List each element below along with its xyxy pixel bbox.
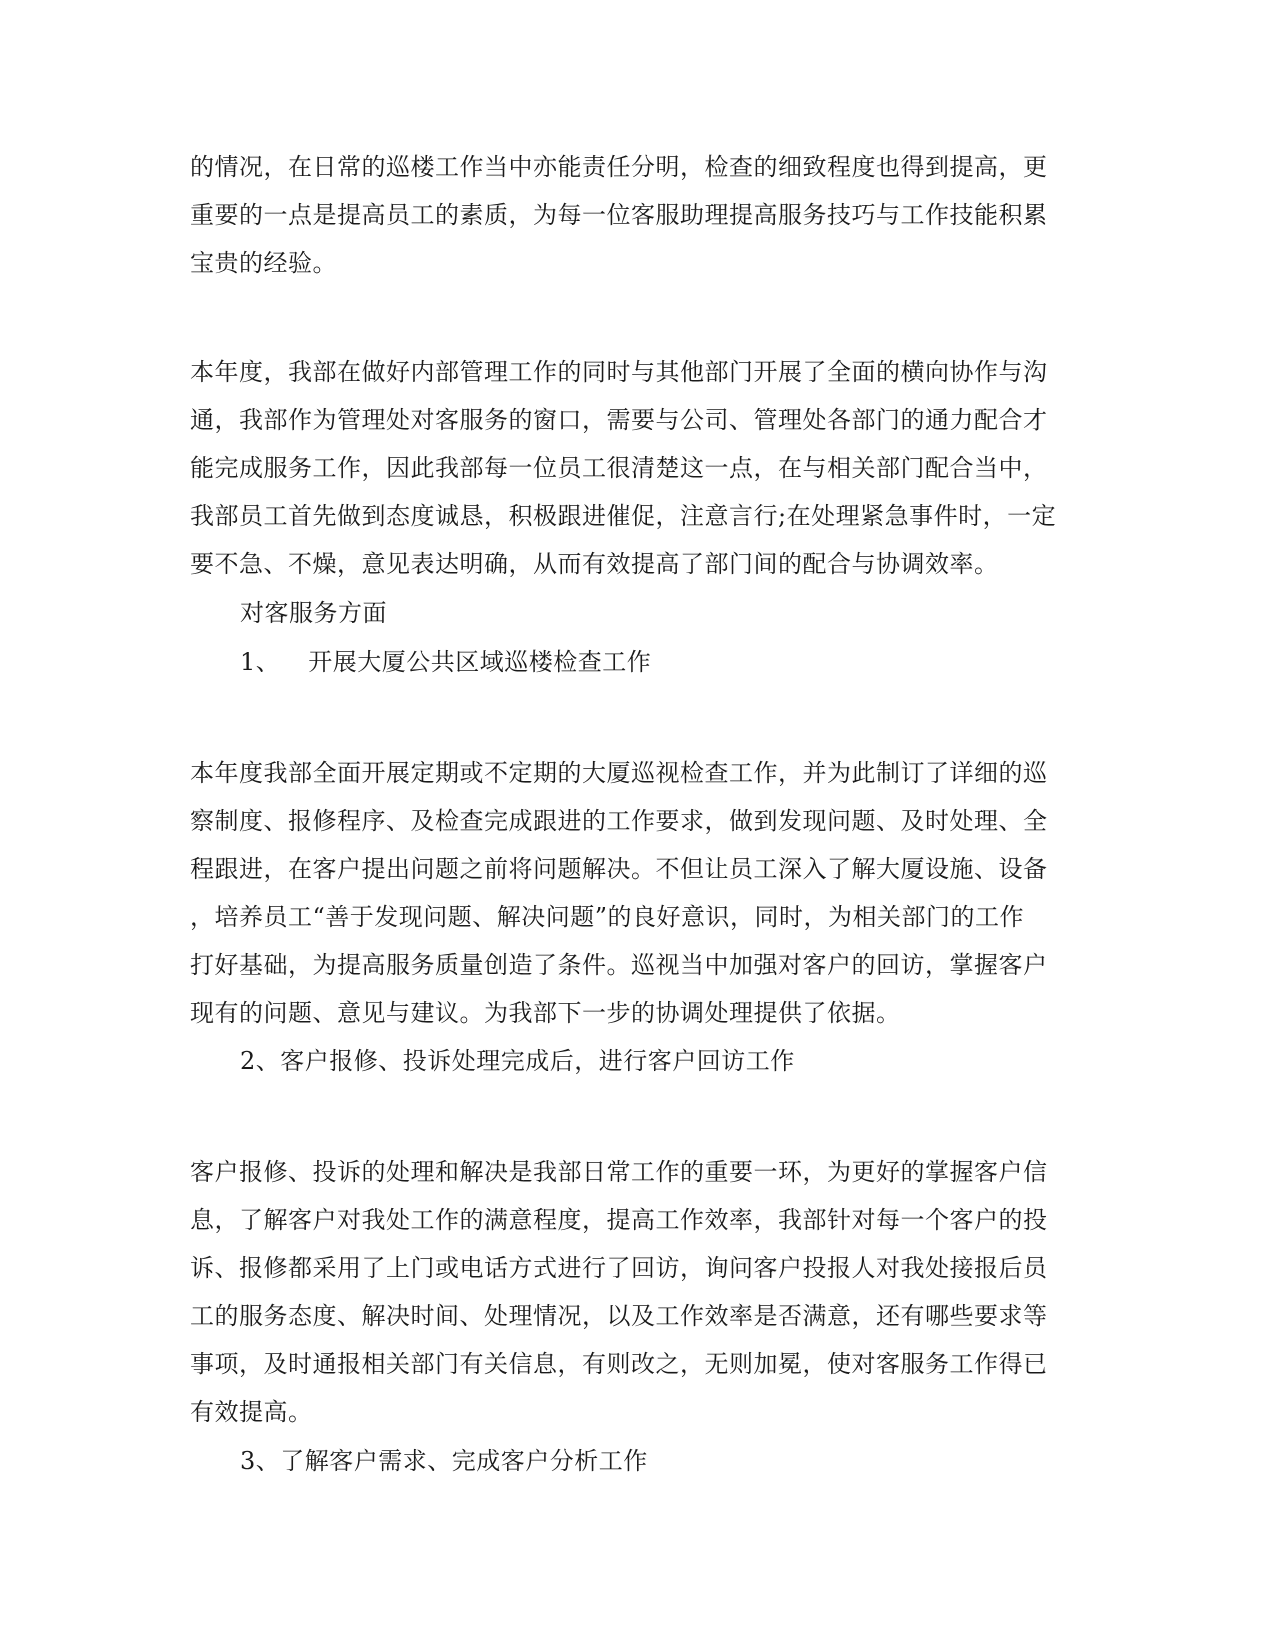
paragraph-line: 能完成服务工作，因此我部每一位员工很清楚这一点，在与相关部门配合当中， (190, 454, 1048, 482)
section-heading: 对客服务方面 (240, 599, 387, 627)
paragraph-line: 宝贵的经验。 (190, 249, 337, 277)
paragraph-line: 察制度、报修程序、及检查完成跟进的工作要求，做到发现问题、及时处理、全 (190, 807, 1048, 835)
paragraph-line: 重要的一点是提高员工的素质，为每一位客服助理提高服务技巧与工作技能积累 (190, 201, 1048, 229)
list-item-title: 开展大厦公共区域巡楼检查工作 (308, 648, 652, 676)
paragraph-line: 有效提高。 (190, 1398, 313, 1426)
paragraph-line: 本年度，我部在做好内部管理工作的同时与其他部门开展了全面的横向协作与沟 (190, 358, 1048, 386)
paragraph-line: 我部员工首先做到态度诚恳，积极跟进催促，注意言行;在处理紧急事件时，一定 (190, 502, 1057, 530)
list-item-heading: 2、客户报修、投诉处理完成后，进行客户回访工作 (240, 1047, 795, 1075)
paragraph-line: 事项，及时通报相关部门有关信息，有则改之，无则加冕，使对客服务工作得已 (190, 1350, 1048, 1378)
paragraph-line: 诉、报修都采用了上门或电话方式进行了回访，询问客户投报人对我处接报后员 (190, 1254, 1048, 1282)
paragraph-line: 现有的问题、意见与建议。为我部下一步的协调处理提供了依据。 (190, 999, 901, 1027)
paragraph-line: 本年度我部全面开展定期或不定期的大厦巡视检查工作，并为此制订了详细的巡 (190, 759, 1048, 787)
list-item-heading: 3、了解客户需求、完成客户分析工作 (240, 1447, 648, 1475)
paragraph-line: 客户报修、投诉的处理和解决是我部日常工作的重要一环，为更好的掌握客户信 (190, 1158, 1048, 1186)
paragraph-line: 息，了解客户对我处工作的满意程度，提高工作效率，我部针对每一个客户的投 (190, 1206, 1048, 1234)
paragraph-line: 工的服务态度、解决时间、处理情况，以及工作效率是否满意，还有哪些要求等 (190, 1302, 1048, 1330)
list-item-number: 1、 (240, 648, 281, 676)
paragraph-line: 的情况，在日常的巡楼工作当中亦能责任分明，检查的细致程度也得到提高，更 (190, 153, 1048, 181)
paragraph-line: 通，我部作为管理处对客服务的窗口，需要与公司、管理处各部门的通力配合才 (190, 406, 1048, 434)
paragraph-line: 打好基础，为提高服务质量创造了条件。巡视当中加强对客户的回访，掌握客户 (190, 951, 1048, 979)
paragraph-line: 程跟进，在客户提出问题之前将问题解决。不但让员工深入了解大厦设施、设备 (190, 855, 1048, 883)
paragraph-line: 要不急、不燥，意见表达明确，从而有效提高了部门间的配合与协调效率。 (190, 550, 999, 578)
paragraph-line: ，培养员工“善于发现问题、解决问题”的良好意识，同时，为相关部门的工作 (190, 903, 1025, 931)
list-item-heading (240, 647, 651, 677)
